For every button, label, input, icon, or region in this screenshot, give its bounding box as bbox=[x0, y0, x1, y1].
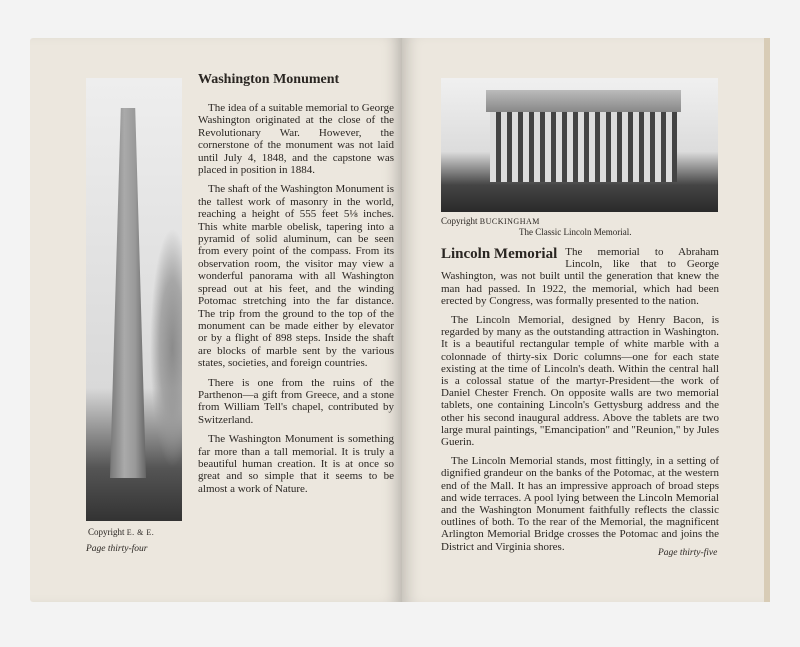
article-title: Lincoln Memorial bbox=[441, 246, 558, 262]
paragraph: The memorial to Abraham Lincoln, like that to George Washington, was not built until the generation that knew the man had passed. In 1922, the memorial, which had been erected by Congress, was formally presented to the nation. bbox=[441, 246, 719, 307]
paragraph: The Lincoln Memorial, designed by Henry Bacon, is regarded by many as the outstanding attraction in Washington. It is a beautiful rectangular temple of white marble with a colonnade of thirty-six Doric columns—one for each state existing at the time of Lincoln's death. Within the central hall is a colossal statue of the martyr-President—the work of Daniel Chester French. On opposite walls are two memorial tablets, one containing Lincoln's Gettysburg address and the other his second inaugural address. Above the tablets are two large mural paintings, "Emancipation" and "Reunion," by Jules Guerin. bbox=[441, 314, 719, 449]
photo-credit bbox=[88, 527, 154, 537]
lincoln-memorial-photo bbox=[441, 78, 718, 212]
article-lincoln bbox=[441, 246, 719, 560]
paragraph: There is one from the ruins of the Parthenon—a gift from Greece, and a stone from William Tell's chapel, contributed by Switzerland. bbox=[198, 376, 394, 426]
page-number: Page thirty-five bbox=[658, 548, 718, 558]
credit-name: E. & E. bbox=[126, 528, 155, 537]
credit-prefix: Copyright bbox=[88, 527, 125, 537]
paragraph: The shaft of the Washington Monument is the tallest work of masonry in the world, reaching a height of 555 feet 5⅛ inches. This white marble obelisk, tapering into a pyramid of solid aluminum, can be seen from every point of the compass. From its observation room, the visitor may view a wonderful panorama with all Washington spread out at his feet, and the winding Potomac stretching into the far distance. The trip from the ground to the top of the monument can be made either by elevator or by a flight of 898 steps. Inside the shaft are blocks of marble sent by the various states, societies, and foreign countries. bbox=[198, 183, 394, 370]
credit-prefix: Copyright bbox=[441, 216, 478, 226]
temple-shape bbox=[486, 90, 681, 185]
washington-monument-photo bbox=[86, 78, 182, 521]
obelisk-shape bbox=[110, 108, 146, 478]
page-number: Page thirty-four bbox=[86, 544, 148, 554]
left-page bbox=[30, 38, 402, 602]
paragraph: The Washington Monument is something far more than a tall memorial. It is truly a beautiful human creation. It is at once so great and so simple that it seems to be almost a work of Nature. bbox=[198, 433, 394, 495]
credit-name: BUCKINGHAM bbox=[479, 217, 540, 226]
article-title: Washington Monument bbox=[198, 72, 340, 87]
tree-shape bbox=[150, 228, 182, 468]
article-washington bbox=[198, 72, 394, 502]
right-page bbox=[402, 38, 770, 602]
photo-credit bbox=[441, 216, 719, 227]
paragraph: The idea of a suitable memorial to George Washington originated at the close of the Revolutionary War. However, the cornerstone of the monument was not laid until July 4, 1848, and the capstone was placed in position in 1884. bbox=[198, 102, 394, 177]
photo-caption-block bbox=[441, 216, 719, 238]
photo-caption: The Classic Lincoln Memorial. bbox=[519, 227, 632, 237]
paragraph: The Lincoln Memorial stands, most fittingly, in a setting of dignified grandeur on the banks of the Potomac, at the western end of the Mall. It has an impressive approach of broad steps and wide terraces. A pool lying between the Lincoln Memorial and the Washington Monument faithfully reflects the classic outlines of both. To the rear of the Memorial, the magnificent Arlington Memorial Bridge crosses the Potomac and joins the District and Virginia shores. bbox=[441, 455, 719, 553]
